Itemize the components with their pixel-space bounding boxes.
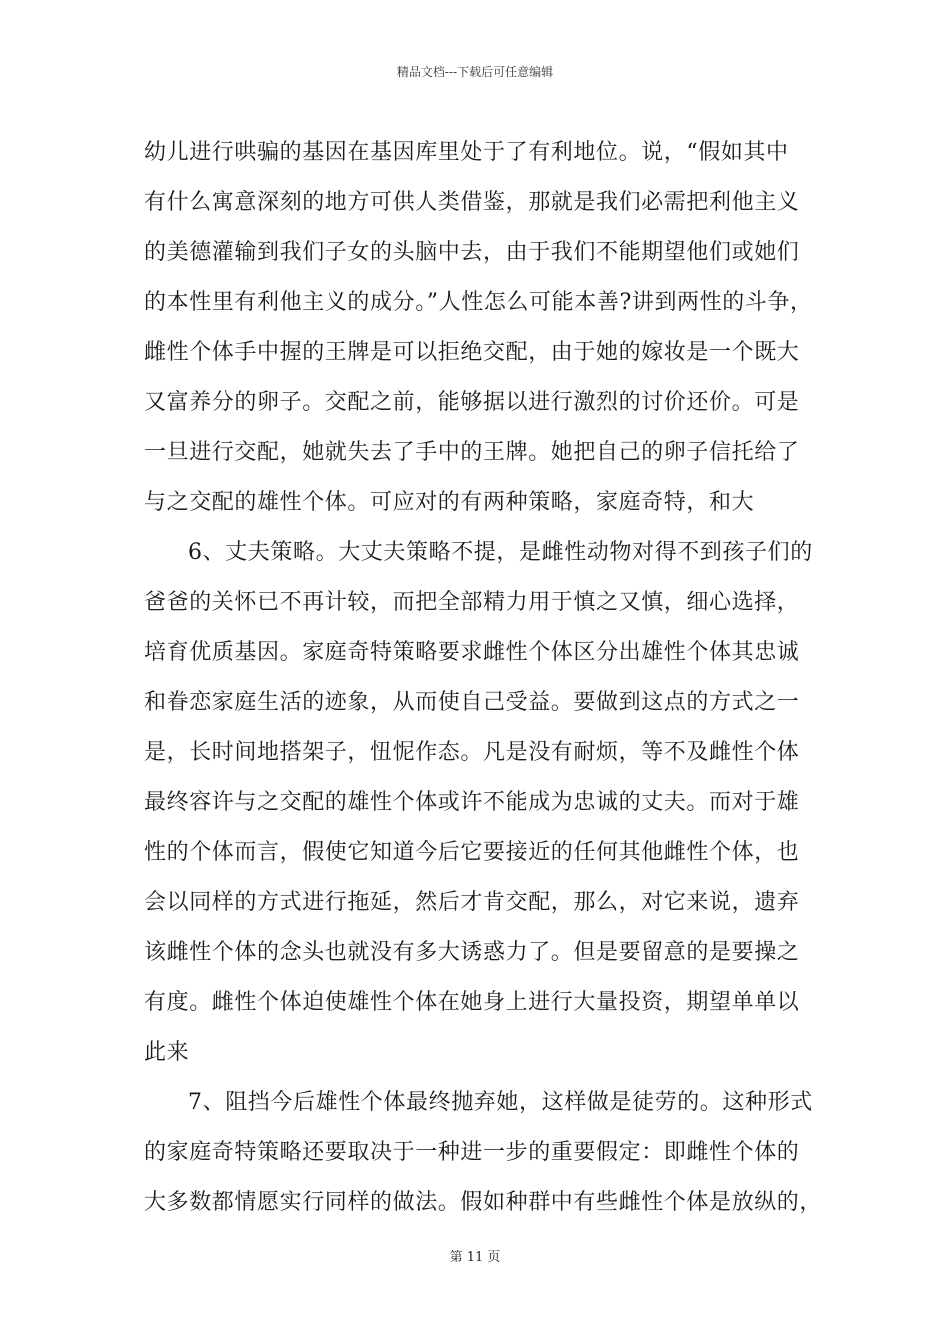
text-line: 和眷恋家庭生活的迹象，从而使自己受益。要做到这点的方式之一 [144, 690, 800, 715]
text-line: 爸爸的关怀已不再计较，而把全部精力用于慎之又慎，细心选择， [144, 590, 800, 615]
text-line: 有什么寓意深刻的地方可供人类借鉴，那就是我们必需把利他主义 [144, 190, 800, 215]
text-line: 雌性个体手中握的王牌是可以拒绝交配，由于她的嫁妆是一个既大 [144, 340, 800, 365]
text-line: 培育优质基因。家庭奇特策略要求雌性个体区分出雄性个体其忠诚 [144, 640, 800, 665]
text-line: 最终容许与之交配的雄性个体或许不能成为忠诚的丈夫。而对于雄 [144, 790, 800, 815]
text-line: 的家庭奇特策略还要取决于一种进一步的重要假定：即雌性个体的 [144, 1140, 800, 1165]
text-line: 大多数都情愿实行同样的做法。假如种群中有些雌性个体是放纵的， [144, 1190, 823, 1215]
text-line: 性的个体而言，假使它知道今后它要接近的任何其他雌性个体，也 [144, 840, 800, 865]
text-line: 一旦进行交配，她就失去了手中的王牌。她把自己的卵子信托给了 [144, 440, 800, 465]
page-number: 第 11 页 [449, 1250, 501, 1265]
page-header: 精品文档---下载后可任意编辑 [396, 65, 554, 79]
text-line: 幼儿进行哄骗的基因在基因库里处于了有利地位。说，“假如其中 [144, 140, 789, 165]
paragraph-start-line: 7、阻挡今后雄性个体最终抛弃她，这样做是徒劳的。这种形式 [188, 1090, 813, 1115]
text-line: 的美德灌输到我们子女的头脑中去，由于我们不能期望他们或她们 [144, 240, 800, 265]
paragraph-start-line: 6、丈夫策略。大丈夫策略不提，是雌性动物对得不到孩子们的 [188, 540, 813, 565]
text-line: 与之交配的雄性个体。可应对的有两种策略，家庭奇特，和大 [144, 490, 755, 515]
text-line: 又富养分的卵子。交配之前，能够据以进行激烈的讨价还价。可是 [144, 390, 800, 415]
text-line: 会以同样的方式进行拖延，然后才肯交配，那么，对它来说，遗弃 [144, 890, 800, 915]
text-line: 该雌性个体的念头也就没有多大诱惑力了。但是要留意的是要操之 [144, 940, 800, 965]
text-line: 的本性里有利他主义的成分。”人性怎么可能本善?讲到两性的斗争， [144, 290, 813, 315]
text-line: 此来 [144, 1040, 190, 1065]
text-line: 是，长时间地搭架子，忸怩作态。凡是没有耐烦，等不及雌性个体 [144, 740, 800, 765]
document-body [144, 128, 834, 1228]
text-line: 有度。雌性个体迫使雄性个体在她身上进行大量投资，期望单单以 [144, 990, 800, 1015]
